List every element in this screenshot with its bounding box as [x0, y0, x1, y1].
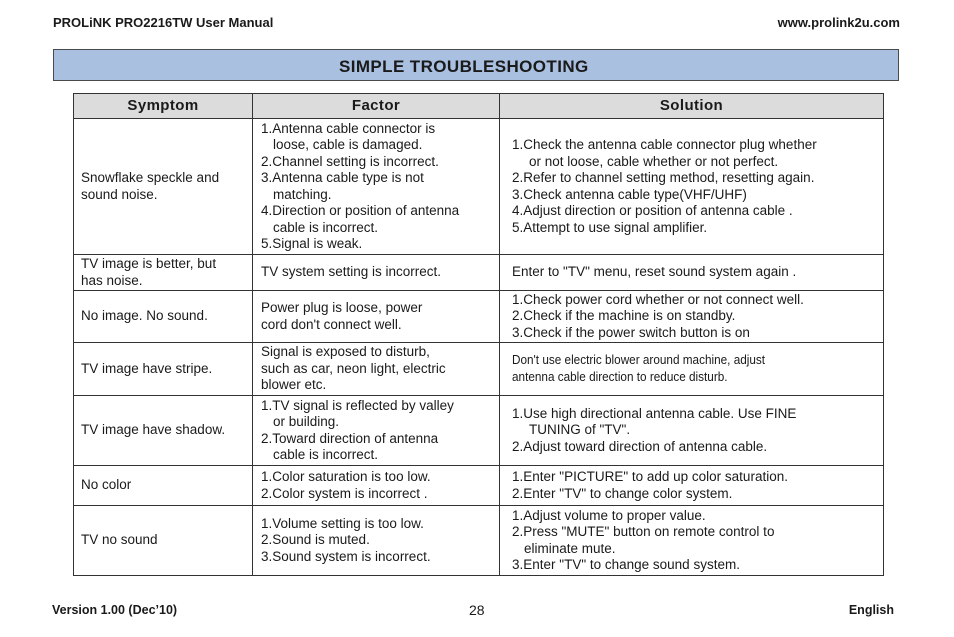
factor-cell: [253, 506, 500, 576]
table-header-row: [74, 94, 884, 119]
language-label: English: [848, 603, 894, 617]
symptom-cell: [74, 343, 253, 396]
factor-text: 3.Sound system is incorrect.: [261, 548, 431, 564]
solution-text: antenna cable direction to reduce disturb.: [512, 370, 728, 384]
solution-cell: [500, 396, 884, 466]
solution-text: 2.Check if the machine is on standby.: [512, 308, 736, 324]
table-row: [74, 396, 884, 466]
solution-cell: [500, 343, 884, 396]
solution-text: 1.Adjust volume to proper value.: [512, 507, 706, 523]
solution-text: Don't use electric blower around machine, adjust: [512, 353, 766, 367]
factor-text: cable is incorrect.: [273, 447, 379, 462]
factor-text: 2.Sound is muted.: [261, 532, 370, 548]
solution-text: 1.Enter "PICTURE" to add up color saturation.: [512, 469, 788, 484]
section-title: SIMPLE TROUBLESHOOTING: [339, 57, 589, 76]
factor-text: cord don't connect well.: [261, 316, 402, 332]
factor-cell: [253, 466, 500, 506]
solution-cell: [500, 466, 884, 506]
symptom-cell: [74, 396, 253, 466]
factor-text: loose, cable is damaged.: [273, 137, 423, 152]
symptom-text: TV image have shadow.: [81, 422, 226, 438]
section-banner: [53, 49, 899, 81]
symptom-text: Snowflake speckle and: [81, 170, 220, 185]
solution-text: 5.Attempt to use signal amplifier.: [512, 219, 708, 235]
solution-text: 3.Check antenna cable type(VHF/UHF): [512, 186, 747, 202]
factor-cell: [253, 119, 500, 255]
version-label: Version 1.00 (Dec’10): [52, 603, 178, 617]
factor-text: such as car, neon light, electric: [261, 360, 446, 376]
solution-text: 1.Use high directional antenna cable. Use FINE: [512, 405, 797, 421]
table-row: [74, 291, 884, 343]
table-row: [74, 343, 884, 396]
factor-text: 2.Color system is incorrect .: [261, 485, 428, 501]
solution-text: 1.Check the antenna cable connector plug whether: [512, 137, 817, 152]
table-row: [74, 466, 884, 506]
symptom-cell: [74, 255, 253, 291]
factor-text: 1.Color saturation is too low.: [261, 469, 431, 484]
troubleshooting-table: [73, 93, 884, 576]
column-header-solution: Solution: [500, 94, 884, 119]
factor-text: 1.Volume setting is too low.: [261, 515, 424, 531]
factor-text: blower etc.: [261, 377, 327, 393]
factor-text: 1.Antenna cable connector is: [261, 120, 436, 136]
solution-text: 2.Refer to channel setting method, resetting again.: [512, 170, 815, 185]
factor-cell: [253, 343, 500, 396]
symptom-text: sound noise.: [81, 186, 158, 202]
factor-text: matching.: [273, 186, 332, 202]
factor-cell: [253, 255, 500, 291]
factor-cell: [253, 291, 500, 343]
symptom-text: No image. No sound.: [81, 308, 208, 324]
solution-text: or not loose, cable whether or not perfect.: [529, 153, 779, 169]
manual-title: PROLiNK PRO2216TW User Manual: [53, 15, 274, 30]
symptom-text: has noise.: [81, 272, 143, 288]
symptom-cell: [74, 291, 253, 343]
table-row: [74, 255, 884, 291]
solution-text: 3.Check if the power switch button is on: [512, 324, 750, 340]
symptom-cell: [74, 466, 253, 506]
symptom-text: TV no sound: [81, 532, 158, 548]
solution-text: eliminate mute.: [524, 540, 616, 556]
factor-text: 4.Direction or position of antenna: [261, 203, 460, 218]
symptom-text: TV image is better, but: [81, 256, 217, 271]
solution-text: 3.Enter "TV" to change sound system.: [512, 557, 740, 572]
symptom-cell: [74, 119, 253, 255]
column-header-factor: Factor: [253, 94, 500, 119]
factor-text: or building.: [273, 414, 340, 429]
factor-cell: [253, 396, 500, 466]
solution-text: 4.Adjust direction or position of antenna cable .: [512, 203, 793, 218]
factor-text: 2.Channel setting is incorrect.: [261, 153, 439, 169]
solution-text: 2.Enter "TV" to change color system.: [512, 485, 733, 501]
solution-text: 2.Adjust toward direction of antenna cable.: [512, 438, 768, 454]
solution-text: 1.Check power cord whether or not connect well.: [512, 291, 804, 307]
page-number: 28: [469, 602, 485, 618]
solution-cell: [500, 291, 884, 343]
solution-cell: [500, 506, 884, 576]
solution-text: 2.Press "MUTE" button on remote control to: [512, 524, 775, 539]
factor-text: Signal is exposed to disturb,: [261, 344, 430, 360]
solution-cell: [500, 119, 884, 255]
table-row: [74, 119, 884, 255]
factor-text: TV system setting is incorrect.: [261, 264, 442, 280]
factor-text: 5.Signal is weak.: [261, 236, 363, 251]
solution-text: Enter to "TV" menu, reset sound system again .: [512, 264, 797, 280]
factor-text: cable is incorrect.: [273, 219, 379, 235]
symptom-text: TV image have stripe.: [81, 360, 213, 376]
column-header-symptom: Symptom: [74, 94, 253, 119]
factor-text: 2.Toward direction of antenna: [261, 430, 439, 446]
factor-text: 1.TV signal is reflected by valley: [261, 397, 454, 413]
solution-cell: [500, 255, 884, 291]
website-url: www.prolink2u.com: [777, 15, 900, 30]
symptom-cell: [74, 506, 253, 576]
factor-text: 3.Antenna cable type is not: [261, 170, 424, 185]
factor-text: Power plug is loose, power: [261, 300, 423, 315]
symptom-text: No color: [81, 477, 132, 493]
solution-text: TUNING of "TV".: [529, 422, 631, 438]
table-row: [74, 506, 884, 576]
